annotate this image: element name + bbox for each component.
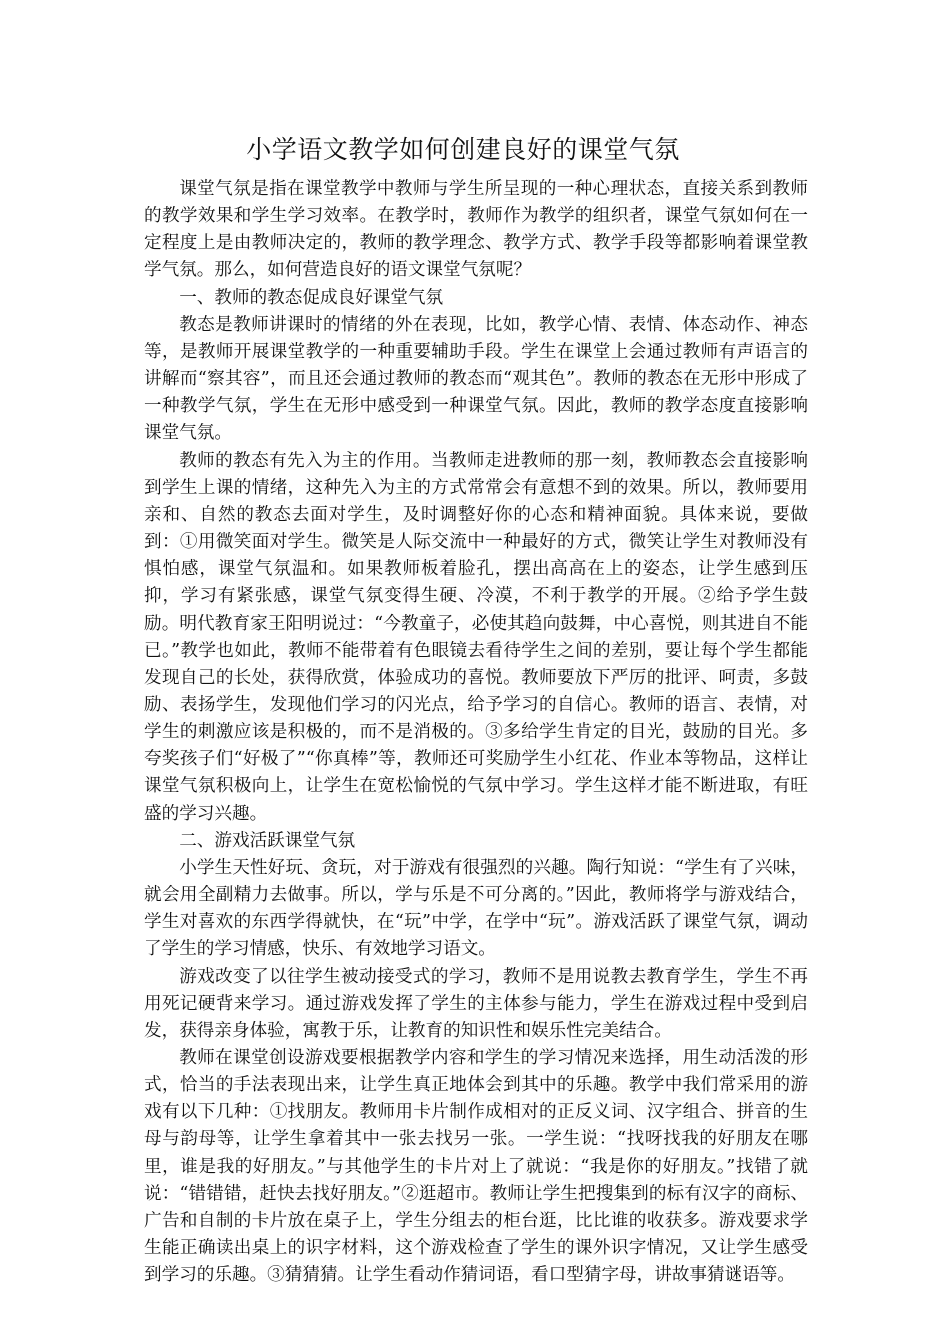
section2-paragraph-1: 小学生天性好玩、贪玩，对于游戏有很强烈的兴趣。陶行知说：“学生有了兴味，就会用全副精力去做事。所以，学与乐是不可分离的。”因此，教师将学与游戏结合，学生对喜欢的东西学得就快，在“玩”中学，在学中“玩”。游戏活跃了课堂气氛，调动了学生的学习情感，快乐、有效地学习语文。 xyxy=(144,857,808,960)
section2-paragraph-3: 教师在课堂创设游戏要根据教学内容和学生的学习情况来选择，用生动活泼的形式，恰当的手法表现出来，让学生真正地体会到其中的乐趣。教学中我们常采用的游戏有以下几种：①找朋友。教师用卡片制作成相对的正反义词、汉字组合、拼音的生母与韵母等，让学生拿着其中一张去找另一张。一学生说：“找呀找我的好朋友在哪里，谁是我的好朋友。”与其他学生的卡片对上了就说：“我是你的好朋友。”找错了就说：“错错错，赶快去找好朋友。”②逛超市。教师让学生把搜集到的标有汉字的商标、广告和自制的卡片放在桌子上，学生分组去的柜台逛，比比谁的收获多。游戏要求学生能正确读出桌上的识字材料，这个游戏检查了学生的课外识字情况，又让学生感受到学习的乐趣。③猜猜猜。让学生看动作猜词语，看口型猜字母，讲故事猜谜语等。 xyxy=(144,1048,808,1286)
document-body xyxy=(144,176,808,1289)
section-heading-2: 二、游戏活跃课堂气氛 xyxy=(179,830,356,851)
section-heading-1: 一、教师的教态促成良好课堂气氛 xyxy=(179,287,444,308)
section1-paragraph-2: 教师的教态有先入为主的作用。当教师走进教师的那一刻，教师教态会直接影响到学生上课的情绪，这种先入为主的方式常常会有意想不到的效果。所以，教师要用亲和、自然的教态去面对学生，及时调整好你的心态和精神面貌。具体来说，要做到：①用微笑面对学生。微笑是人际交流中一种最好的方式，微笑让学生对教师没有惧怕感，课堂气氛温和。如果教师板着脸孔，摆出高高在上的姿态，让学生感到压抑，学习有紧张感，课堂气氛变得生硬、冷漠，不利于教学的开展。②给予学生鼓励。明代教育家王阳明说过：“今教童子，必使其趋向鼓舞，中心喜悦，则其进自不能已。”教学也如此，教师不能带着有色眼镜去看待学生之间的差别，要让每个学生都能发现自己的长处，获得欣赏，体验成功的喜悦。教师要放下严厉的批评、呵责，多鼓励、表扬学生，发现他们学习的闪光点，给予学习的自信心。教师的语言、表情，对学生的刺激应该是积极的，而不是消极的。③多给学生肯定的目光，鼓励的目光。多夸奖孩子们“好极了”“你真棒”等，教师还可奖励学生小红花、作业本等物品，这样让课堂气氛积极向上，让学生在宽松愉悦的气氛中学习。学生这样才能不断进取，有旺盛的学习兴趣。 xyxy=(144,450,808,824)
document-title: 小学语文教学如何创建良好的课堂气氛 xyxy=(246,135,680,164)
section1-paragraph-1: 教态是教师讲课时的情绪的外在表现，比如，教学心情、表情、体态动作、神态等，是教师开展课堂教学的一种重要辅助手段。学生在课堂上会通过教师有声语言的讲解而“察其容”，而且还会通过教师的教态而“观其色”。教师的教态在无形中形成了一种教学气氛，学生在无形中感受到一种课堂气氛。因此，教师的教学态度直接影响课堂气氛。 xyxy=(144,314,808,444)
intro-paragraph: 课堂气氛是指在课堂教学中教师与学生所呈现的一种心理状态，直接关系到教师的教学效果和学生学习效率。在教学时，教师作为教学的组织者，课堂气氛如何在一定程度上是由教师决定的，教师的教学理念、教学方式、教学手段等都影响着课堂教学气氛。那么，如何营造良好的语文课堂气氛呢？ xyxy=(144,179,808,281)
section2-paragraph-2: 游戏改变了以往学生被动接受式的学习，教师不是用说教去教育学生，学生不再用死记硬背来学习。通过游戏发挥了学生的主体参与能力，学生在游戏过程中受到启发，获得亲身体验，寓教于乐，让教育的知识性和娱乐性完美结合。 xyxy=(144,966,808,1041)
